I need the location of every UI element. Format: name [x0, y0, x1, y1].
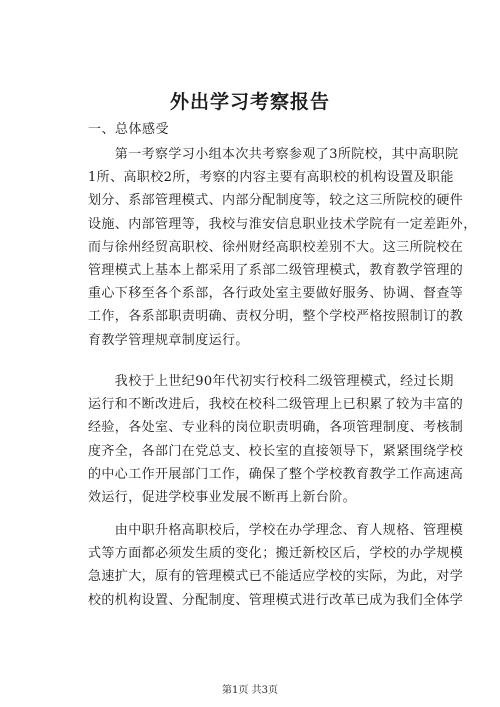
- paragraph-line: 效运行，促进学校事业发展不断再上新台阶。: [88, 489, 357, 505]
- paragraph-2: [88, 370, 464, 509]
- paragraph-line: 校的机构设置、分配制度、管理模式进行改革已成为我们全体学: [88, 592, 464, 608]
- document-title: 外出学习考察报告: [169, 91, 330, 113]
- paragraph-line: 育教学管理规章制度运行。: [88, 332, 249, 348]
- paragraph-line: 工作，各系部职责明确、责权分明，整个学校严格按照制订的教: [88, 309, 464, 325]
- paragraph-1: [88, 143, 477, 352]
- paragraph-line: 由中职升格高职校后，学校在办学理念、育人规格、管理模: [88, 523, 464, 538]
- paragraph-line: 而与徐州经贸高职校、徐州财经高职校差别不大。这三所院校在: [88, 239, 464, 255]
- section-heading: 一、总体感受: [88, 122, 170, 137]
- paragraph-line: 1所、高职校2所，考察的内容主要有高职校的机构设置及职能: [88, 170, 454, 186]
- paragraph-line: 我校于上世纪90年代初实行校科二级管理模式，经过长期: [88, 374, 454, 389]
- paragraph-line: 式等方面都必须发生质的变化；搬迁新校区后，学校的办学规模: [88, 546, 464, 562]
- paragraph-line: 度齐全，各部门在党总支、校长室的直接领导下，紧紧围绕学校: [88, 443, 464, 459]
- paragraph-line: 第一考察学习小组本次共考察参观了3所院校，其中高职院: [88, 147, 459, 162]
- paragraph-line: 管理模式上基本上都采用了系部二级管理模式，教育教学管理的: [88, 262, 464, 278]
- paragraph-3: [88, 519, 464, 612]
- paragraph-line: 急速扩大，原有的管理模式已不能适应学校的实际，为此，对学: [88, 569, 464, 585]
- paragraph-line: 运行和不断改进后，我校在校科二级管理上已积累了较为丰富的: [88, 397, 464, 413]
- paragraph-line: 经验，各处室、专业科的岗位职责明确，各项管理制度、考核制: [88, 420, 464, 436]
- page-number-footer: 第1页 共3页: [222, 685, 278, 696]
- paragraph-line: 设施、内部管理等，我校与淮安信息职业技术学院有一定差距外，: [88, 216, 477, 232]
- paragraph-line: 的中心工作开展部门工作，确保了整个学校教育教学工作高速高: [88, 466, 464, 482]
- paragraph-line: 重心下移至各个系部，各行政处室主要做好服务、协调、督查等: [88, 286, 464, 302]
- paragraph-line: 划分、系部管理模式、内部分配制度等，较之这三所院校的硬件: [88, 193, 464, 209]
